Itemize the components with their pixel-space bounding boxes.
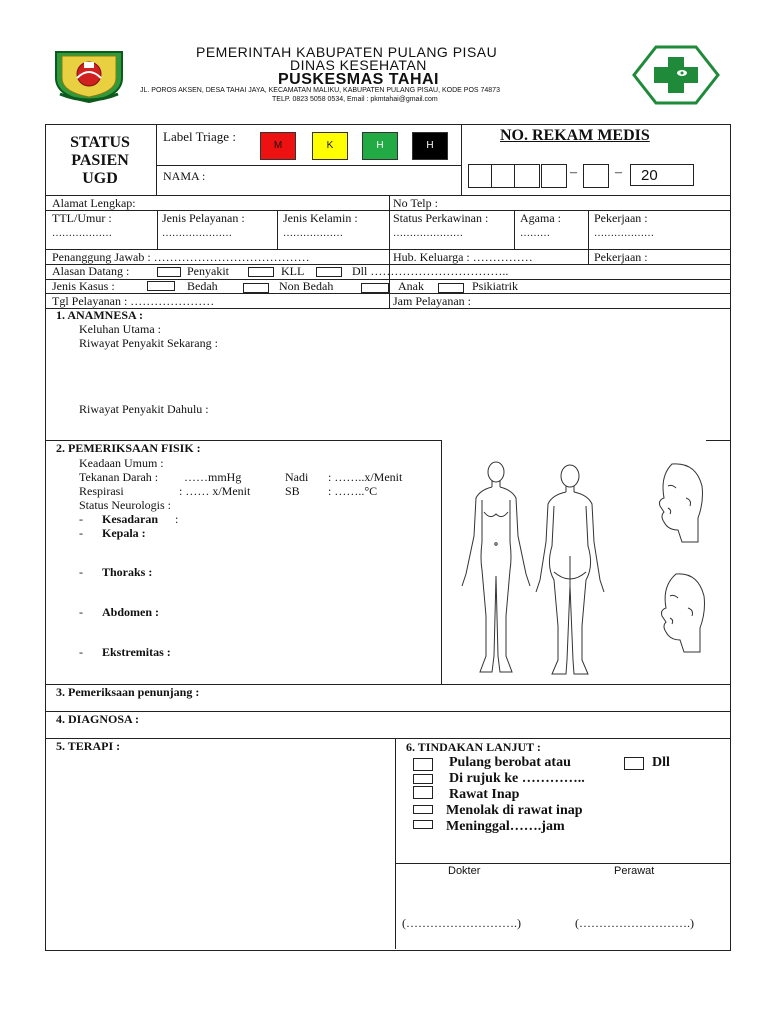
respirasi-label: Respirasi xyxy=(79,484,124,498)
triage-h-green-checkbox[interactable]: H xyxy=(362,132,398,160)
dll-checkbox[interactable] xyxy=(316,267,342,277)
thoraks-dash: - xyxy=(79,565,83,579)
form-title-pasien: PASIEN xyxy=(71,152,129,169)
meninggal-checkbox[interactable] xyxy=(413,820,433,829)
ttl-dots: ……………… xyxy=(52,228,112,239)
rm-digit-2[interactable] xyxy=(491,164,515,188)
nama-label: NAMA : xyxy=(163,169,206,183)
menolak-checkbox[interactable] xyxy=(413,805,433,814)
rm-digit-3[interactable] xyxy=(514,164,540,188)
rm-dash-2: – xyxy=(615,165,622,180)
status-neurologis-label: Status Neurologis : xyxy=(79,498,171,512)
triage-k-checkbox[interactable]: K xyxy=(312,132,348,160)
body-back-figure xyxy=(536,465,604,674)
pemeriksaan-fisik-title: 2. PEMERIKSAAN FISIK : xyxy=(56,441,201,455)
kesadaran-label: Kesadaran xyxy=(102,512,159,526)
rm-digit-1[interactable] xyxy=(468,164,492,188)
respirasi-value: : …… x/Menit xyxy=(179,484,251,498)
riwayat-sekarang-label: Riwayat Penyakit Sekarang : xyxy=(79,336,218,350)
regency-emblem-logo xyxy=(50,48,128,104)
header-puskesmas: PUSKESMAS TAHAI xyxy=(278,71,439,88)
rawat-inap-checkbox[interactable] xyxy=(413,786,433,799)
body-front-figure xyxy=(462,462,530,672)
kepala-label: Kepala : xyxy=(102,526,146,540)
jenis-pelayanan-label: Jenis Pelayanan : xyxy=(162,211,245,225)
riwayat-dahulu-label: Riwayat Penyakit Dahulu : xyxy=(79,402,209,416)
tindakan-lanjut-title: 6. TINDAKAN LANJUT : xyxy=(406,740,541,754)
pulang-option-label: Pulang berobat atau xyxy=(449,755,571,770)
abdomen-dash: - xyxy=(79,605,83,619)
kll-checkbox[interactable] xyxy=(248,267,274,277)
hub-keluarga-label: Hub. Keluarga : …………… xyxy=(393,250,533,264)
status-perkawinan-label: Status Perkawinan : xyxy=(393,211,489,225)
bedah-option-label: Bedah xyxy=(187,279,218,293)
dll-tindakan-label: Dll xyxy=(652,755,670,770)
penyakit-option-label: Penyakit xyxy=(187,264,229,278)
kesadaran-colon: : xyxy=(175,512,179,526)
ekstremitas-dash: - xyxy=(79,645,83,659)
anak-checkbox[interactable] xyxy=(361,283,389,293)
rujuk-checkbox[interactable] xyxy=(413,774,433,784)
keluhan-utama-label: Keluhan Utama : xyxy=(79,322,161,336)
pekerjaan-label: Pekerjaan : xyxy=(594,211,648,225)
rm-digit-5[interactable] xyxy=(583,164,609,188)
head-profile-upper xyxy=(660,464,703,542)
header-contact: TELP. 0823 5058 0534, Email : pkmtahai@gmail.com xyxy=(272,96,438,103)
rekam-medis-title: NO. REKAM MEDIS xyxy=(500,127,650,144)
keadaan-umum-label: Keadaan Umum : xyxy=(79,456,164,470)
perawat-label: Perawat xyxy=(614,865,655,877)
ttl-label: TTL/Umur : xyxy=(52,211,112,225)
alasan-datang-label: Alasan Datang : xyxy=(52,264,130,278)
triage-h-black-checkbox[interactable]: H xyxy=(412,132,448,160)
jam-pelayanan-label: Jam Pelayanan : xyxy=(393,294,471,308)
head-profile-lower xyxy=(662,574,705,652)
dll-tindakan-checkbox[interactable] xyxy=(624,757,644,770)
form-title-status: STATUS xyxy=(70,134,130,151)
psikiatrik-option-label: Psikiatrik xyxy=(472,279,519,293)
ekstremitas-label: Ekstremitas : xyxy=(102,645,171,659)
sb-label: SB xyxy=(285,484,300,498)
rawat-inap-option-label: Rawat Inap xyxy=(449,787,520,802)
pulang-checkbox[interactable] xyxy=(413,758,433,771)
health-cross-logo xyxy=(632,45,720,105)
tgl-pelayanan-label: Tgl Pelayanan : ………………… xyxy=(52,294,215,308)
triage-label: Label Triage : xyxy=(163,129,236,144)
kesadaran-dash: - xyxy=(79,512,83,526)
abdomen-label: Abdomen : xyxy=(102,605,160,619)
tekanan-darah-value: ……mmHg xyxy=(184,470,242,484)
dokter-signature-line: (……………………….) xyxy=(402,916,521,930)
agama-label: Agama : xyxy=(520,211,561,225)
no-telp-label: No Telp : xyxy=(393,196,438,210)
penyakit-checkbox[interactable] xyxy=(157,267,181,277)
pekerjaan-dots: ……………… xyxy=(594,228,654,239)
jenis-kelamin-dots: ……………… xyxy=(283,228,343,239)
menolak-option-label: Menolak di rawat inap xyxy=(446,803,583,818)
terapi-label: 5. TERAPI : xyxy=(56,739,121,753)
kll-option-label: KLL xyxy=(281,264,305,278)
kepala-dash: - xyxy=(79,526,83,540)
rujuk-option-label: Di rujuk ke ………….. xyxy=(449,771,585,786)
rm-year-box[interactable]: 20 xyxy=(630,164,694,186)
header-government: PEMERINTAH KABUPATEN PULANG PISAU xyxy=(196,44,498,60)
sb-value: : ……..°C xyxy=(328,484,378,498)
tekanan-darah-label: Tekanan Darah : xyxy=(79,470,159,484)
diagnosa-label: 4. DIAGNOSA : xyxy=(56,712,140,726)
anamnesa-title: 1. ANAMNESA : xyxy=(56,308,144,322)
header-department: DINAS KESEHATAN xyxy=(290,57,427,73)
nadi-label: Nadi xyxy=(285,470,309,484)
perawat-signature-line: (……………………….) xyxy=(575,916,694,930)
body-diagram-illustration xyxy=(446,446,706,682)
nadi-value: : ……..x/Menit xyxy=(328,470,403,484)
agama-dots: ……… xyxy=(520,228,550,239)
jenis-kelamin-label: Jenis Kelamin : xyxy=(283,211,358,225)
form-title-ugd: UGD xyxy=(82,170,118,187)
pemeriksaan-penunjang-label: 3. Pemeriksaan penunjang : xyxy=(56,685,200,699)
bedah-checkbox[interactable] xyxy=(147,281,175,291)
dokter-label: Dokter xyxy=(448,865,481,877)
thoraks-label: Thoraks : xyxy=(102,565,153,579)
psikiatrik-checkbox[interactable] xyxy=(438,283,464,293)
pekerjaan-penanggung-label: Pekerjaan : xyxy=(594,250,648,264)
rm-digit-4[interactable] xyxy=(541,164,567,188)
alamat-label: Alamat Lengkap: xyxy=(52,196,136,210)
anak-option-label: Anak xyxy=(398,279,424,293)
rm-dash-1: – xyxy=(570,165,577,180)
status-perkawinan-dots: ………………… xyxy=(393,228,463,239)
meninggal-option-label: Meninggal…….jam xyxy=(446,819,565,834)
jenis-pelayanan-dots: ………………… xyxy=(162,228,232,239)
dll-option-label: Dll …………………………….. xyxy=(352,264,509,278)
header-address: JL. POROS AKSEN, DESA TAHAI JAYA, KECAMATAN MALIKU, KABUPATEN PULANG PISAU, KODE POS 74873 xyxy=(140,87,500,94)
non-bedah-option-label: Non Bedah xyxy=(279,279,334,293)
penanggung-jawab-label: Penanggung Jawab : ………………………………… xyxy=(52,250,310,264)
non-bedah-checkbox[interactable] xyxy=(243,283,269,293)
jenis-kasus-label: Jenis Kasus : xyxy=(52,279,115,293)
triage-m-checkbox[interactable]: M xyxy=(260,132,296,160)
